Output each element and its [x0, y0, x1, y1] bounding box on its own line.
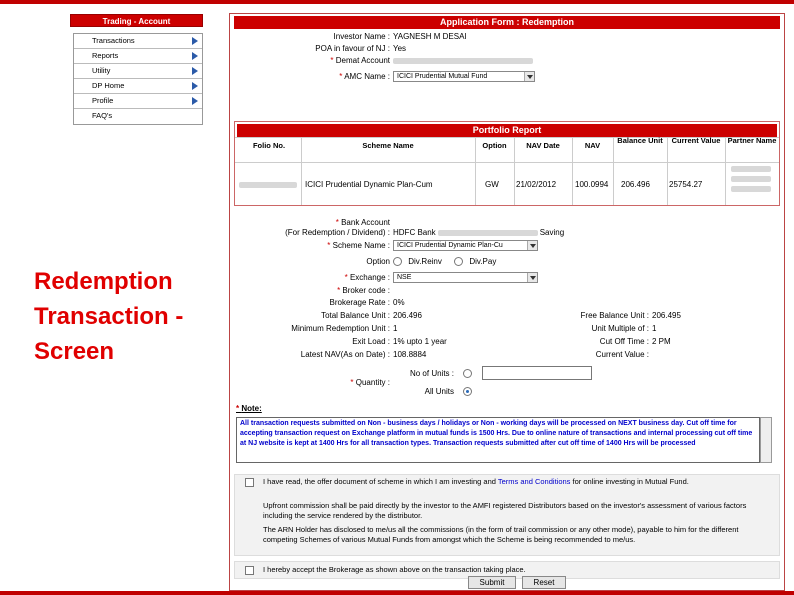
amc-select-value: ICICI Prudential Mutual Fund — [397, 73, 488, 80]
arrow-right-icon — [192, 37, 198, 45]
sidebar-item-label: Profile — [92, 96, 114, 105]
sidebar-item-utility[interactable] — [74, 64, 202, 79]
option-cell: GW — [485, 180, 499, 189]
all-units-row — [230, 386, 480, 397]
sidebar-item-reports[interactable] — [74, 49, 202, 64]
quantity-input[interactable] — [482, 366, 592, 380]
div-pay-radio[interactable] — [454, 257, 463, 266]
total-balance-label: Total Balance Unit : — [321, 311, 390, 320]
application-form — [229, 13, 785, 591]
note-textarea[interactable]: All transaction requests submitted on Non - business days / holidays or Non - working days will be processed on NEXT business day. Cut off time for accepting transaction request on Exchange platform in mutual funds is 1500 Hrs. Due to online nature of transactions and internal processing cut off time at NJ website is kept at 1400 Hrs for all transaction types. Transaction requests submitted after cut off time of 1400 Hrs will be processed — [236, 417, 760, 463]
arrow-right-icon — [192, 52, 198, 60]
total-balance-value: 206.496 — [393, 311, 422, 320]
accept-brokerage-text: I hereby accept the Brokerage as shown above on the transaction taking place. — [263, 565, 526, 574]
unit-multiple-value: 1 — [652, 324, 657, 333]
declaration-commission: Upfront commission shall be paid directly by the investor to the AMFI registered Distributors based on the investor's assessment of various factors including the service rendered by the distributor. — [263, 501, 747, 520]
nav-cell: 100.0994 — [575, 180, 609, 189]
sidebar-item-label: FAQ's — [92, 111, 113, 120]
arrow-right-icon — [192, 97, 198, 105]
col-nav: NAV — [584, 141, 601, 150]
arrow-right-icon — [192, 67, 198, 75]
sidebar-item-label: Reports — [92, 51, 119, 60]
cutoff-value: 2 PM — [652, 337, 671, 346]
quantity-label: * Quantity : — [350, 378, 390, 387]
exit-load-label: Exit Load : — [352, 337, 390, 346]
unit-multiple-label: Unit Multiple of : — [591, 324, 649, 333]
submit-button[interactable]: Submit — [468, 576, 516, 589]
slide-bottom-bar — [0, 591, 794, 595]
demat-label: * Demat Account — [330, 56, 390, 65]
sidebar-menu — [73, 33, 203, 125]
brokerage-value: 0% — [393, 298, 405, 307]
poa-value: Yes — [393, 44, 407, 53]
scheme-select-value: ICICI Prudential Dynamic Plan-Cu — [397, 242, 503, 249]
amc-select[interactable] — [393, 71, 535, 82]
min-red-row — [230, 323, 780, 334]
exchange-select[interactable] — [393, 272, 538, 283]
no-units-radio[interactable] — [463, 369, 472, 378]
col-balance-unit: Balance Unit — [617, 136, 663, 145]
sidebar-item-transactions[interactable] — [74, 34, 202, 49]
sidebar-item-dp-home[interactable] — [74, 79, 202, 94]
col-scheme: Scheme Name — [362, 141, 414, 150]
exchange-select-value: NSE — [397, 274, 412, 281]
divider — [613, 137, 614, 205]
div-pay-label: Div.Pay — [469, 257, 497, 266]
form-header: Application Form : Redemption — [234, 16, 780, 29]
col-partner-name: Partner Name — [727, 136, 777, 145]
note-scrollbar[interactable] — [760, 417, 772, 463]
div-reinv-radio[interactable] — [393, 257, 402, 266]
trading-account-sidebar — [70, 14, 203, 120]
nav-row — [230, 349, 780, 360]
accept-brokerage-checkbox[interactable] — [245, 566, 254, 575]
broker-label: * Broker code : — [337, 286, 390, 295]
min-redemption-label: Minimum Redemption Unit : — [291, 324, 390, 333]
scheme-name-cell: ICICI Prudential Dynamic Plan-Cum — [305, 180, 433, 189]
partner-name-redacted — [731, 166, 771, 192]
exit-load-row — [230, 336, 780, 347]
terms-checkbox[interactable] — [245, 478, 254, 487]
slide-title: Redemption Transaction - Screen — [34, 268, 184, 365]
col-current-value: Current Value — [671, 136, 721, 145]
current-value-label: Current Value : — [595, 350, 649, 359]
slide-top-bar — [0, 0, 794, 4]
reset-button[interactable]: Reset — [522, 576, 566, 589]
option-radios — [393, 256, 496, 267]
sidebar-item-label: Transactions — [92, 36, 135, 45]
div-reinv-label: Div.Reinv — [408, 257, 442, 266]
sidebar-item-faqs[interactable] — [74, 109, 202, 124]
scheme-label: * Scheme Name : — [327, 241, 390, 250]
demat-value-redacted — [393, 58, 533, 64]
sidebar-item-profile[interactable] — [74, 94, 202, 109]
divider — [235, 162, 779, 163]
sidebar-item-label: DP Home — [92, 81, 125, 90]
all-units-label: All Units — [424, 387, 454, 396]
bank-sub-label: (For Redemption / Dividend) : — [285, 228, 390, 237]
poa-label: POA in favour of NJ : — [315, 44, 390, 53]
declarations-panel — [234, 474, 780, 556]
free-balance-value: 206.495 — [652, 311, 681, 320]
col-folio: Folio No. — [252, 141, 286, 150]
bank-row-2 — [230, 227, 780, 238]
divider — [725, 137, 726, 205]
declaration-arn: The ARN Holder has disclosed to me/us all the commissions (in the form of trail commission or any other mode), payable to him for the different competing Schemes of various Mutual Funds from amongst which the Scheme is being recommended to me/us. — [263, 525, 739, 544]
portfolio-report — [234, 121, 780, 206]
investor-name-value: YAGNESH M DESAI — [393, 32, 467, 41]
brokerage-row — [230, 297, 780, 308]
option-label: Option — [366, 257, 390, 266]
brokerage-label: Brokerage Rate : — [329, 298, 390, 307]
investor-name-label: Investor Name : — [333, 32, 390, 41]
scheme-select[interactable] — [393, 240, 538, 251]
free-balance-label: Free Balance Unit : — [580, 311, 649, 320]
col-option: Option — [482, 141, 507, 150]
exchange-label: * Exchange : — [344, 273, 390, 282]
folio-number-redacted — [239, 179, 297, 190]
amc-label: * AMC Name : — [339, 72, 390, 81]
min-redemption-value: 1 — [393, 324, 398, 333]
note-label: * Note: — [236, 404, 262, 413]
arrow-right-icon — [192, 82, 198, 90]
investor-name-row — [230, 31, 780, 42]
declaration-terms: I have read, the offer document of scheme in which I am investing and Terms and Conditions for online investing in Mutual Fund. — [263, 477, 689, 486]
terms-link[interactable]: Terms and Conditions — [497, 477, 571, 486]
cutoff-label: Cut Off Time : — [599, 337, 649, 346]
all-units-radio[interactable] — [463, 387, 472, 396]
no-units-label: No of Units : — [409, 369, 454, 378]
divider — [301, 137, 302, 205]
broker-row — [230, 285, 780, 296]
sidebar-title: Trading - Account — [70, 14, 203, 27]
bank-value: HDFC Bank Saving — [393, 228, 565, 237]
chevron-down-icon — [524, 72, 534, 81]
sidebar-item-label: Utility — [92, 66, 111, 75]
option-row — [230, 256, 780, 267]
bank-label: * Bank Account — [335, 218, 390, 227]
chevron-down-icon — [527, 241, 537, 250]
col-nav-date: NAV Date — [526, 141, 560, 150]
exit-load-value: 1% upto 1 year — [393, 337, 447, 346]
chevron-down-icon — [527, 273, 537, 282]
demat-row — [230, 55, 780, 66]
latest-nav-value: 108.8884 — [393, 350, 427, 359]
latest-nav-label: Latest NAV(As on Date) : — [300, 350, 390, 359]
divider — [667, 137, 668, 205]
portfolio-header: Portfolio Report — [237, 124, 777, 137]
poa-row — [230, 43, 780, 54]
nav-date-cell: 21/02/2012 — [516, 180, 557, 189]
balance-row — [230, 310, 780, 321]
balance-unit-cell: 206.496 — [621, 180, 650, 189]
current-value-cell: 25754.27 — [669, 180, 703, 189]
